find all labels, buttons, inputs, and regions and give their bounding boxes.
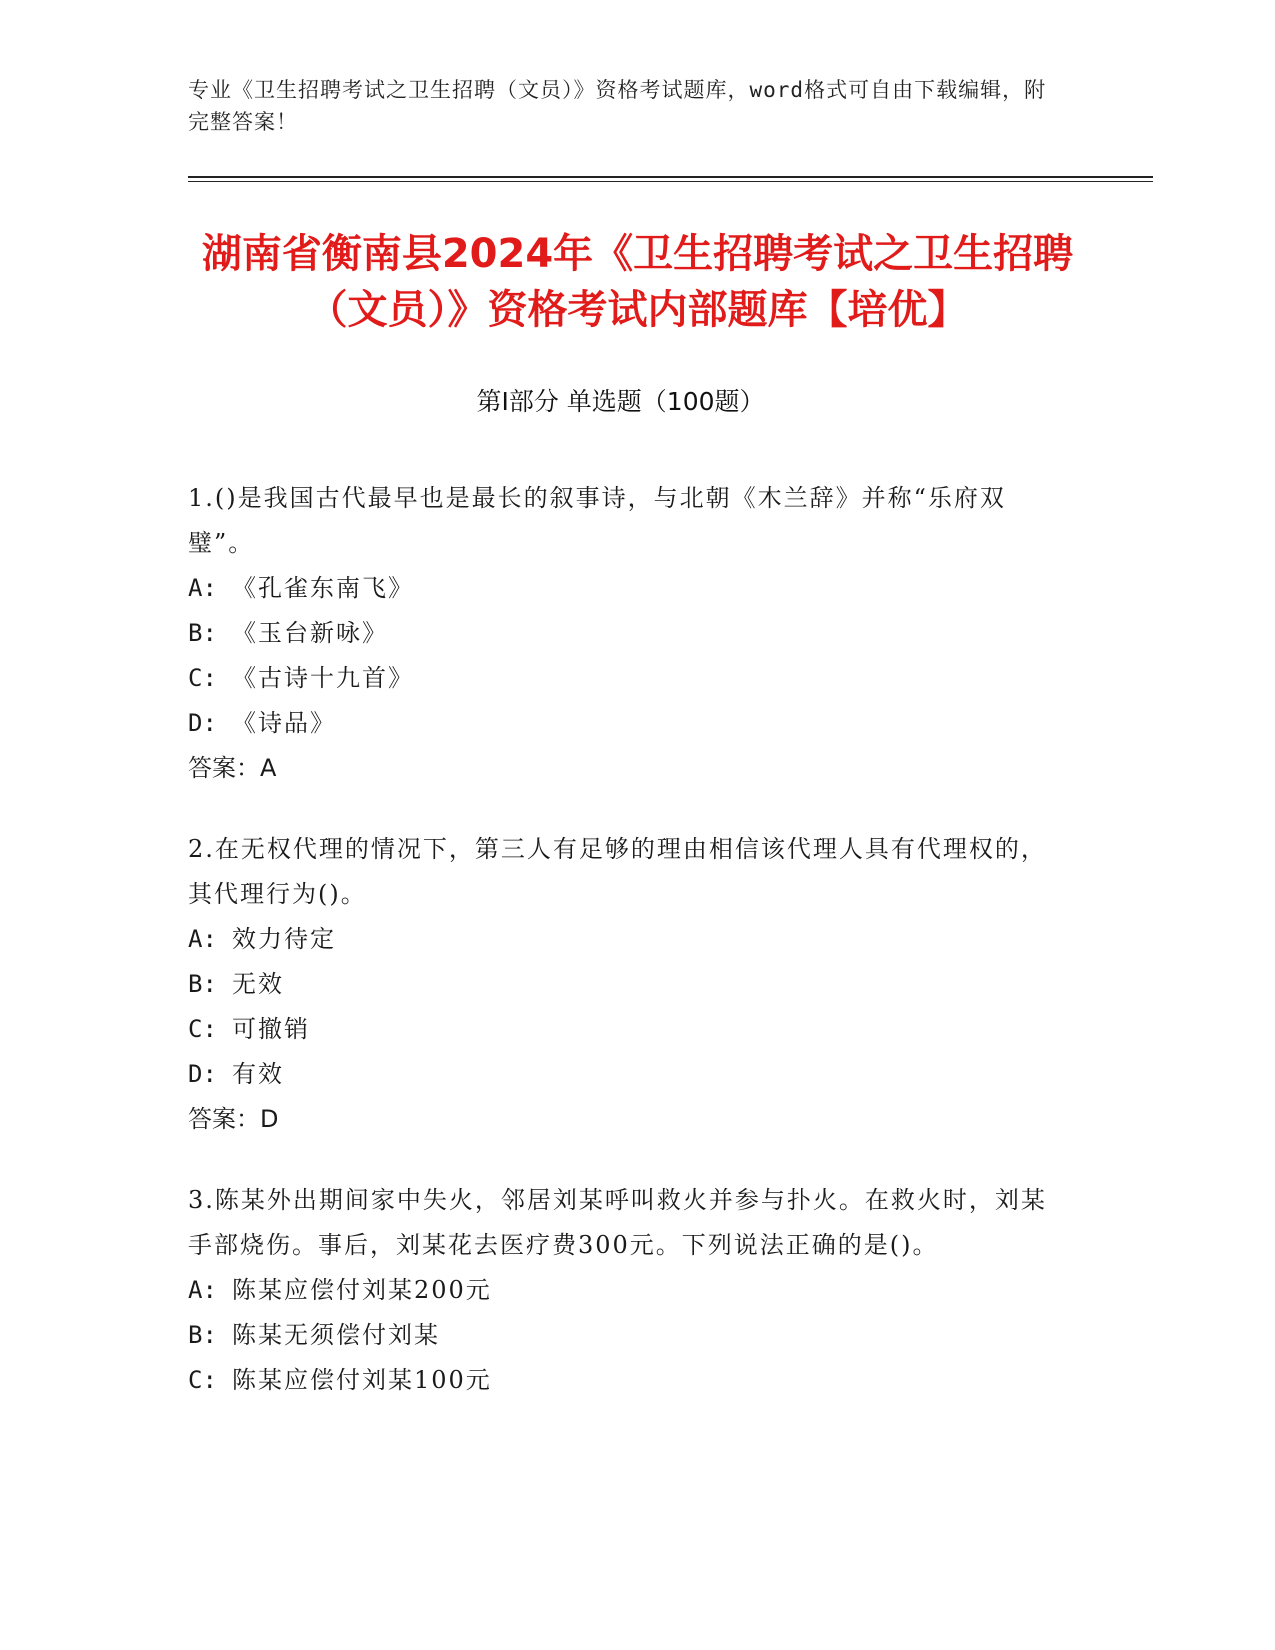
option-letter: A: [188, 925, 217, 953]
option-d [188, 701, 1068, 746]
option-c [188, 1007, 1068, 1052]
option-letter: C: [188, 664, 217, 692]
option-text: 可撤销 [232, 1015, 310, 1043]
option-letter: C: [188, 1366, 217, 1394]
option-text: 有效 [232, 1060, 284, 1088]
option-letter: A: [188, 1276, 217, 1304]
option-c [188, 1358, 1068, 1403]
option-text: 《古诗十九首》 [232, 664, 414, 692]
question-stem: 1.()是我国古代最早也是最长的叙事诗，与北朝《木兰辞》并称“乐府双璧”。 [188, 484, 1006, 557]
option-text: 《孔雀东南飞》 [232, 574, 414, 602]
option-text: 《诗品》 [232, 709, 336, 737]
option-a [188, 1268, 1068, 1313]
option-letter: B: [188, 1321, 217, 1349]
option-letter: B: [188, 619, 217, 647]
option-text: 无效 [232, 970, 284, 998]
document-title: 湖南省衡南县2024年《卫生招聘考试之卫生招聘（文员）》资格考试内部题库【培优】 [201, 231, 1074, 333]
option-text: 陈某应偿付刘某100元 [232, 1366, 492, 1394]
header-divider-thin [188, 181, 1153, 182]
option-letter: C: [188, 1015, 217, 1043]
header-divider-thick [188, 176, 1153, 178]
option-d [188, 1052, 1068, 1097]
option-text: 陈某应偿付刘某200元 [232, 1276, 492, 1304]
option-c [188, 656, 1068, 701]
question-item [188, 1178, 1068, 1403]
option-text: 陈某无须偿付刘某 [232, 1321, 440, 1349]
option-b [188, 611, 1068, 656]
question-item [188, 827, 1068, 1142]
option-b [188, 962, 1068, 1007]
question-item [188, 476, 1068, 791]
option-a [188, 917, 1068, 962]
question-list [188, 476, 1068, 1439]
option-b [188, 1313, 1068, 1358]
option-letter: A: [188, 574, 217, 602]
option-letter: D: [188, 709, 217, 737]
question-stem: 2.在无权代理的情况下，第三人有足够的理由相信该代理人具有代理权的，其代理行为()。 [188, 835, 1047, 908]
section-heading: 第Ⅰ部分 单选题（100题） [476, 387, 765, 416]
header-note: 专业《卫生招聘考试之卫生招聘（文员）》资格考试题库，word格式可自由下载编辑，附完整答案！ [188, 78, 1047, 134]
question-answer: 答案：D [188, 1105, 279, 1133]
option-text: 效力待定 [232, 925, 336, 953]
question-stem: 3.陈某外出期间家中失火，邻居刘某呼叫救火并参与扑火。在救火时，刘某手部烧伤。事后，刘某花去医疗费300元。下列说法正确的是()。 [188, 1186, 1047, 1259]
option-letter: B: [188, 970, 217, 998]
option-letter: D: [188, 1060, 217, 1088]
question-answer: 答案：A [188, 754, 277, 782]
option-a [188, 566, 1068, 611]
option-text: 《玉台新咏》 [232, 619, 388, 647]
